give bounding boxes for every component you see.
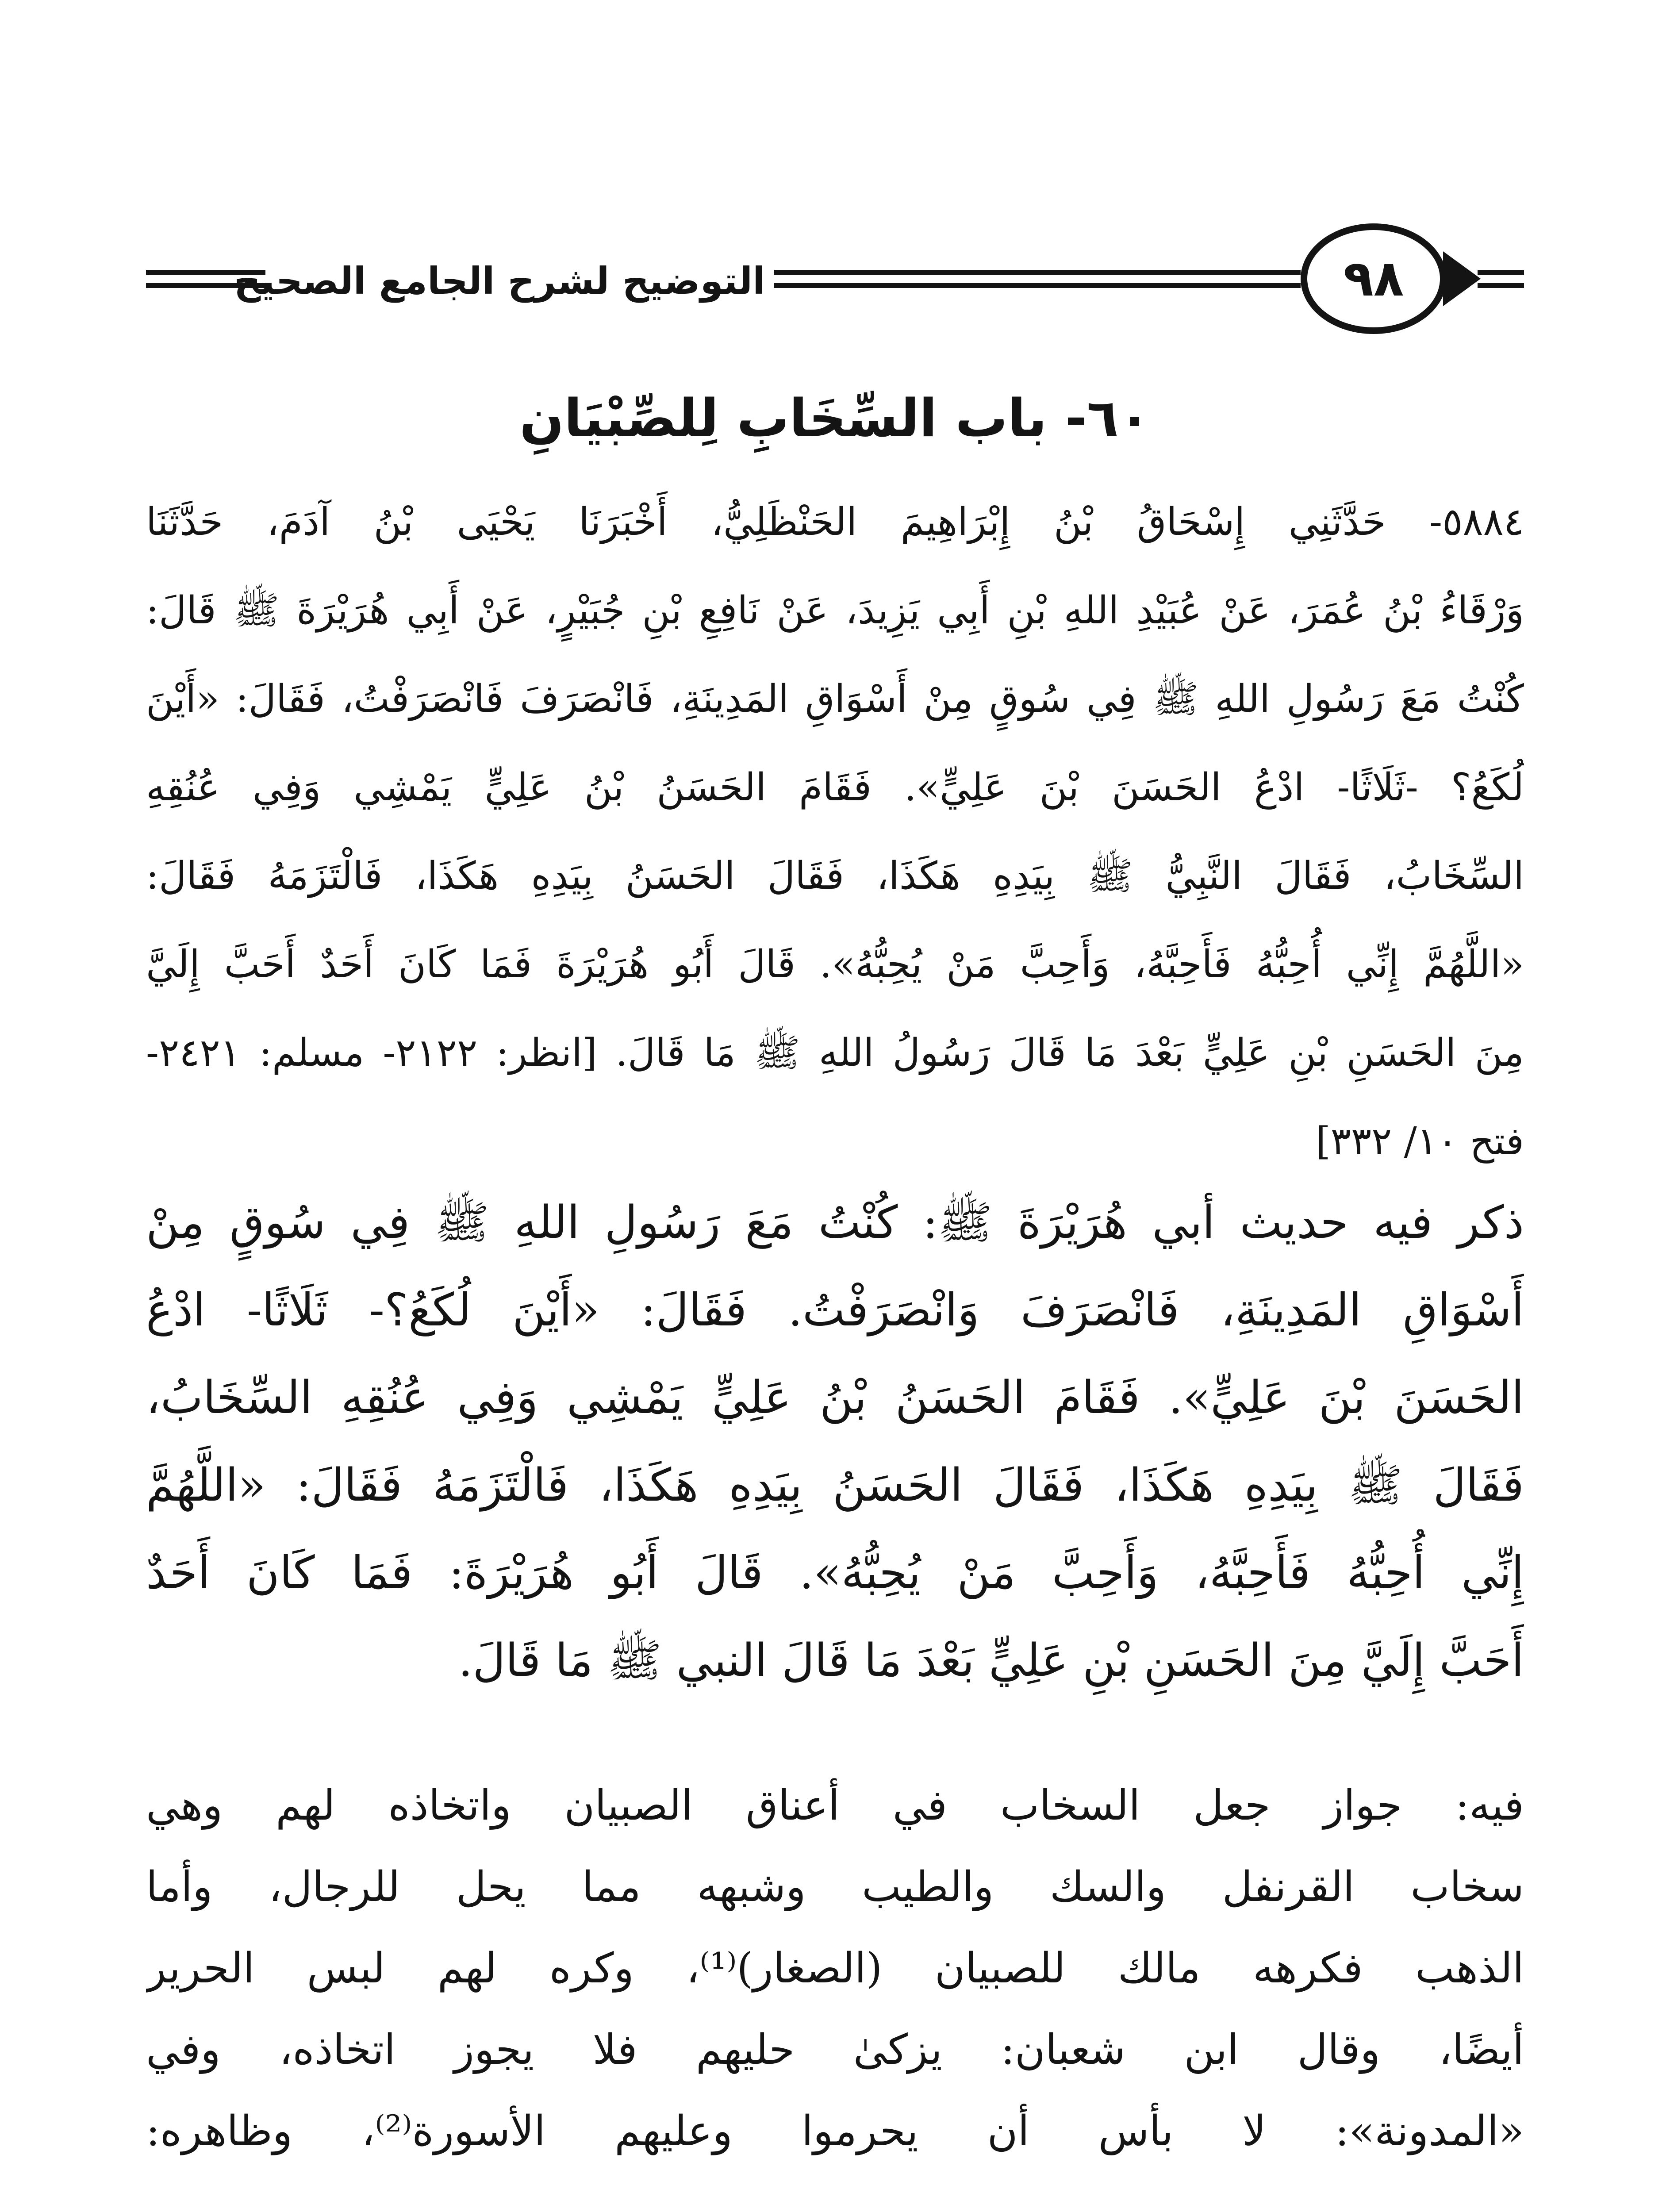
hadith-line: مِنَ الحَسَنِ بْنِ عَلِيٍّ بَعْدَ مَا قَالَ رَسُولُ اللهِ ﷺ مَا قَالَ. [انظر: ٢١٢٢- مسلم: ٢٤٢١- bbox=[146, 1031, 1524, 1075]
hadith-line: «اللَّهُمَّ إِنِّي أُحِبُّهُ فَأَحِبَّهُ، وَأَحِبَّ مَنْ يُحِبُّهُ». قَالَ أَبُو هُرَيْرَةَ فَمَا كَانَ أَحَدٌ أَحَبَّ إِلَيَّ bbox=[146, 942, 1524, 987]
page-number: ٩٨ bbox=[1343, 250, 1404, 307]
commentary-line: الحَسَنَ بْنَ عَلِيٍّ». فَقَامَ الحَسَنُ بْنُ عَلِيٍّ يَمْشِي وَفِي عُنُقِهِ السِّخَابُ، bbox=[146, 1371, 1524, 1424]
commentary-line: أَسْوَاقِ المَدِينَةِ، فَانْصَرَفَ وَانْصَرَفْتُ. فَقَالَ: «أَيْنَ لُكَعُ؟- ثَلَاثًا- ادْعُ bbox=[146, 1284, 1524, 1336]
hadith-line: لُكَعُ؟ -ثَلَاثًا- ادْعُ الحَسَنَ بْنَ عَلِيٍّ». فَقَامَ الحَسَنُ بْنُ عَلِيٍّ يَمْشِي وَفِي عُنُقِهِ bbox=[146, 765, 1524, 810]
commentary-line: إِنِّي أُحِبُّهُ فَأَحِبَّهُ، وَأَحِبَّ مَنْ يُحِبُّهُ». قَالَ أَبُو هُرَيْرَةَ: فَمَا كَانَ أَحَدٌ bbox=[146, 1547, 1524, 1599]
header-rule-mid-bottom bbox=[774, 283, 1301, 288]
hadith-line: كُنْتُ مَعَ رَسُولِ اللهِ ﷺ فِي سُوقٍ مِنْ أَسْوَاقِ المَدِينَةِ، فَانْصَرَفَ فَانْصَرَفْتُ، فَقَالَ: «أَيْنَ bbox=[146, 677, 1524, 721]
commentary-line: أَحَبَّ إِلَيَّ مِنَ الحَسَنِ بْنِ عَلِيٍّ بَعْدَ مَا قَالَ النبي ﷺ مَا قَالَ. bbox=[458, 1634, 1524, 1687]
commentary-paragraph bbox=[146, 1179, 1524, 1705]
page-number-arrow-icon bbox=[1443, 251, 1481, 306]
hadith-text bbox=[146, 478, 1524, 1186]
fiqh-paragraph bbox=[146, 1765, 1524, 2172]
header-rule-right-bottom bbox=[1478, 283, 1524, 288]
header-rule-right-top bbox=[1478, 270, 1524, 275]
hadith-line: السِّخَابُ، فَقَالَ النَّبِيُّ ﷺ بِيَدِهِ هَكَذَا، فَقَالَ الحَسَنُ بِيَدِهِ هَكَذَا، فَالْتَزَمَهُ فَقَالَ: bbox=[146, 854, 1524, 898]
fiqh-line: سخاب القرنفل والسك والطيب وشبهه مما يحل للرجال، وأما bbox=[146, 1863, 1524, 1911]
commentary-line: ذكر فيه حديث أبي هُرَيْرَةَ ﷺ: كُنْتُ مَعَ رَسُولِ اللهِ ﷺ فِي سُوقٍ مِنْ bbox=[146, 1196, 1524, 1249]
hadith-reference-line: فتح ١٠/ ٣٣٢] bbox=[1316, 1119, 1524, 1164]
header-rule-mid-top bbox=[774, 270, 1301, 275]
commentary-line: فَقَالَ ﷺ بِيَدِهِ هَكَذَا، فَقَالَ الحَسَنُ بِيَدِهِ هَكَذَا، فَالْتَزَمَهُ فَقَالَ: «اللَّهُمَّ bbox=[146, 1459, 1524, 1512]
running-title: التوضيح لشرح الجامع الصحيح bbox=[234, 259, 765, 303]
fiqh-line: الذهب فكرهه مالك للصبيان (الصغار)⁽¹⁾، وكره لهم لبس الحرير bbox=[146, 1944, 1524, 1993]
fiqh-line: أيضًا، وقال ابن شعبان: يزكىٰ حليهم فلا يجوز اتخاذه، وفي bbox=[146, 2026, 1524, 2074]
hadith-line: ٥٨٨٤- حَدَّثَنِي إِسْحَاقُ بْنُ إِبْرَاهِيمَ الحَنْظَلِيُّ، أَخْبَرَنَا يَحْيَى بْنُ آدَمَ، حَدَّثَنَا bbox=[146, 500, 1524, 544]
hadith-line: وَرْقَاءُ بْنُ عُمَرَ، عَنْ عُبَيْدِ اللهِ بْنِ أَبِي يَزِيدَ، عَنْ نَافِعِ بْنِ جُبَيْرٍ، عَنْ أَبِي هُرَيْرَةَ ﷺ قَالَ: bbox=[146, 588, 1524, 633]
chapter-title: ٦٠- باب السِّخَابِ لِلصِّبْيَانِ bbox=[519, 388, 1151, 449]
fiqh-line: فيه: جواز جعل السخاب في أعناق الصبيان واتخاذه لهم وهي bbox=[146, 1782, 1524, 1830]
fiqh-line: «المدونة»: لا بأس أن يحرموا وعليهم الأسورة⁽²⁾، وظاهره: bbox=[146, 2107, 1524, 2155]
